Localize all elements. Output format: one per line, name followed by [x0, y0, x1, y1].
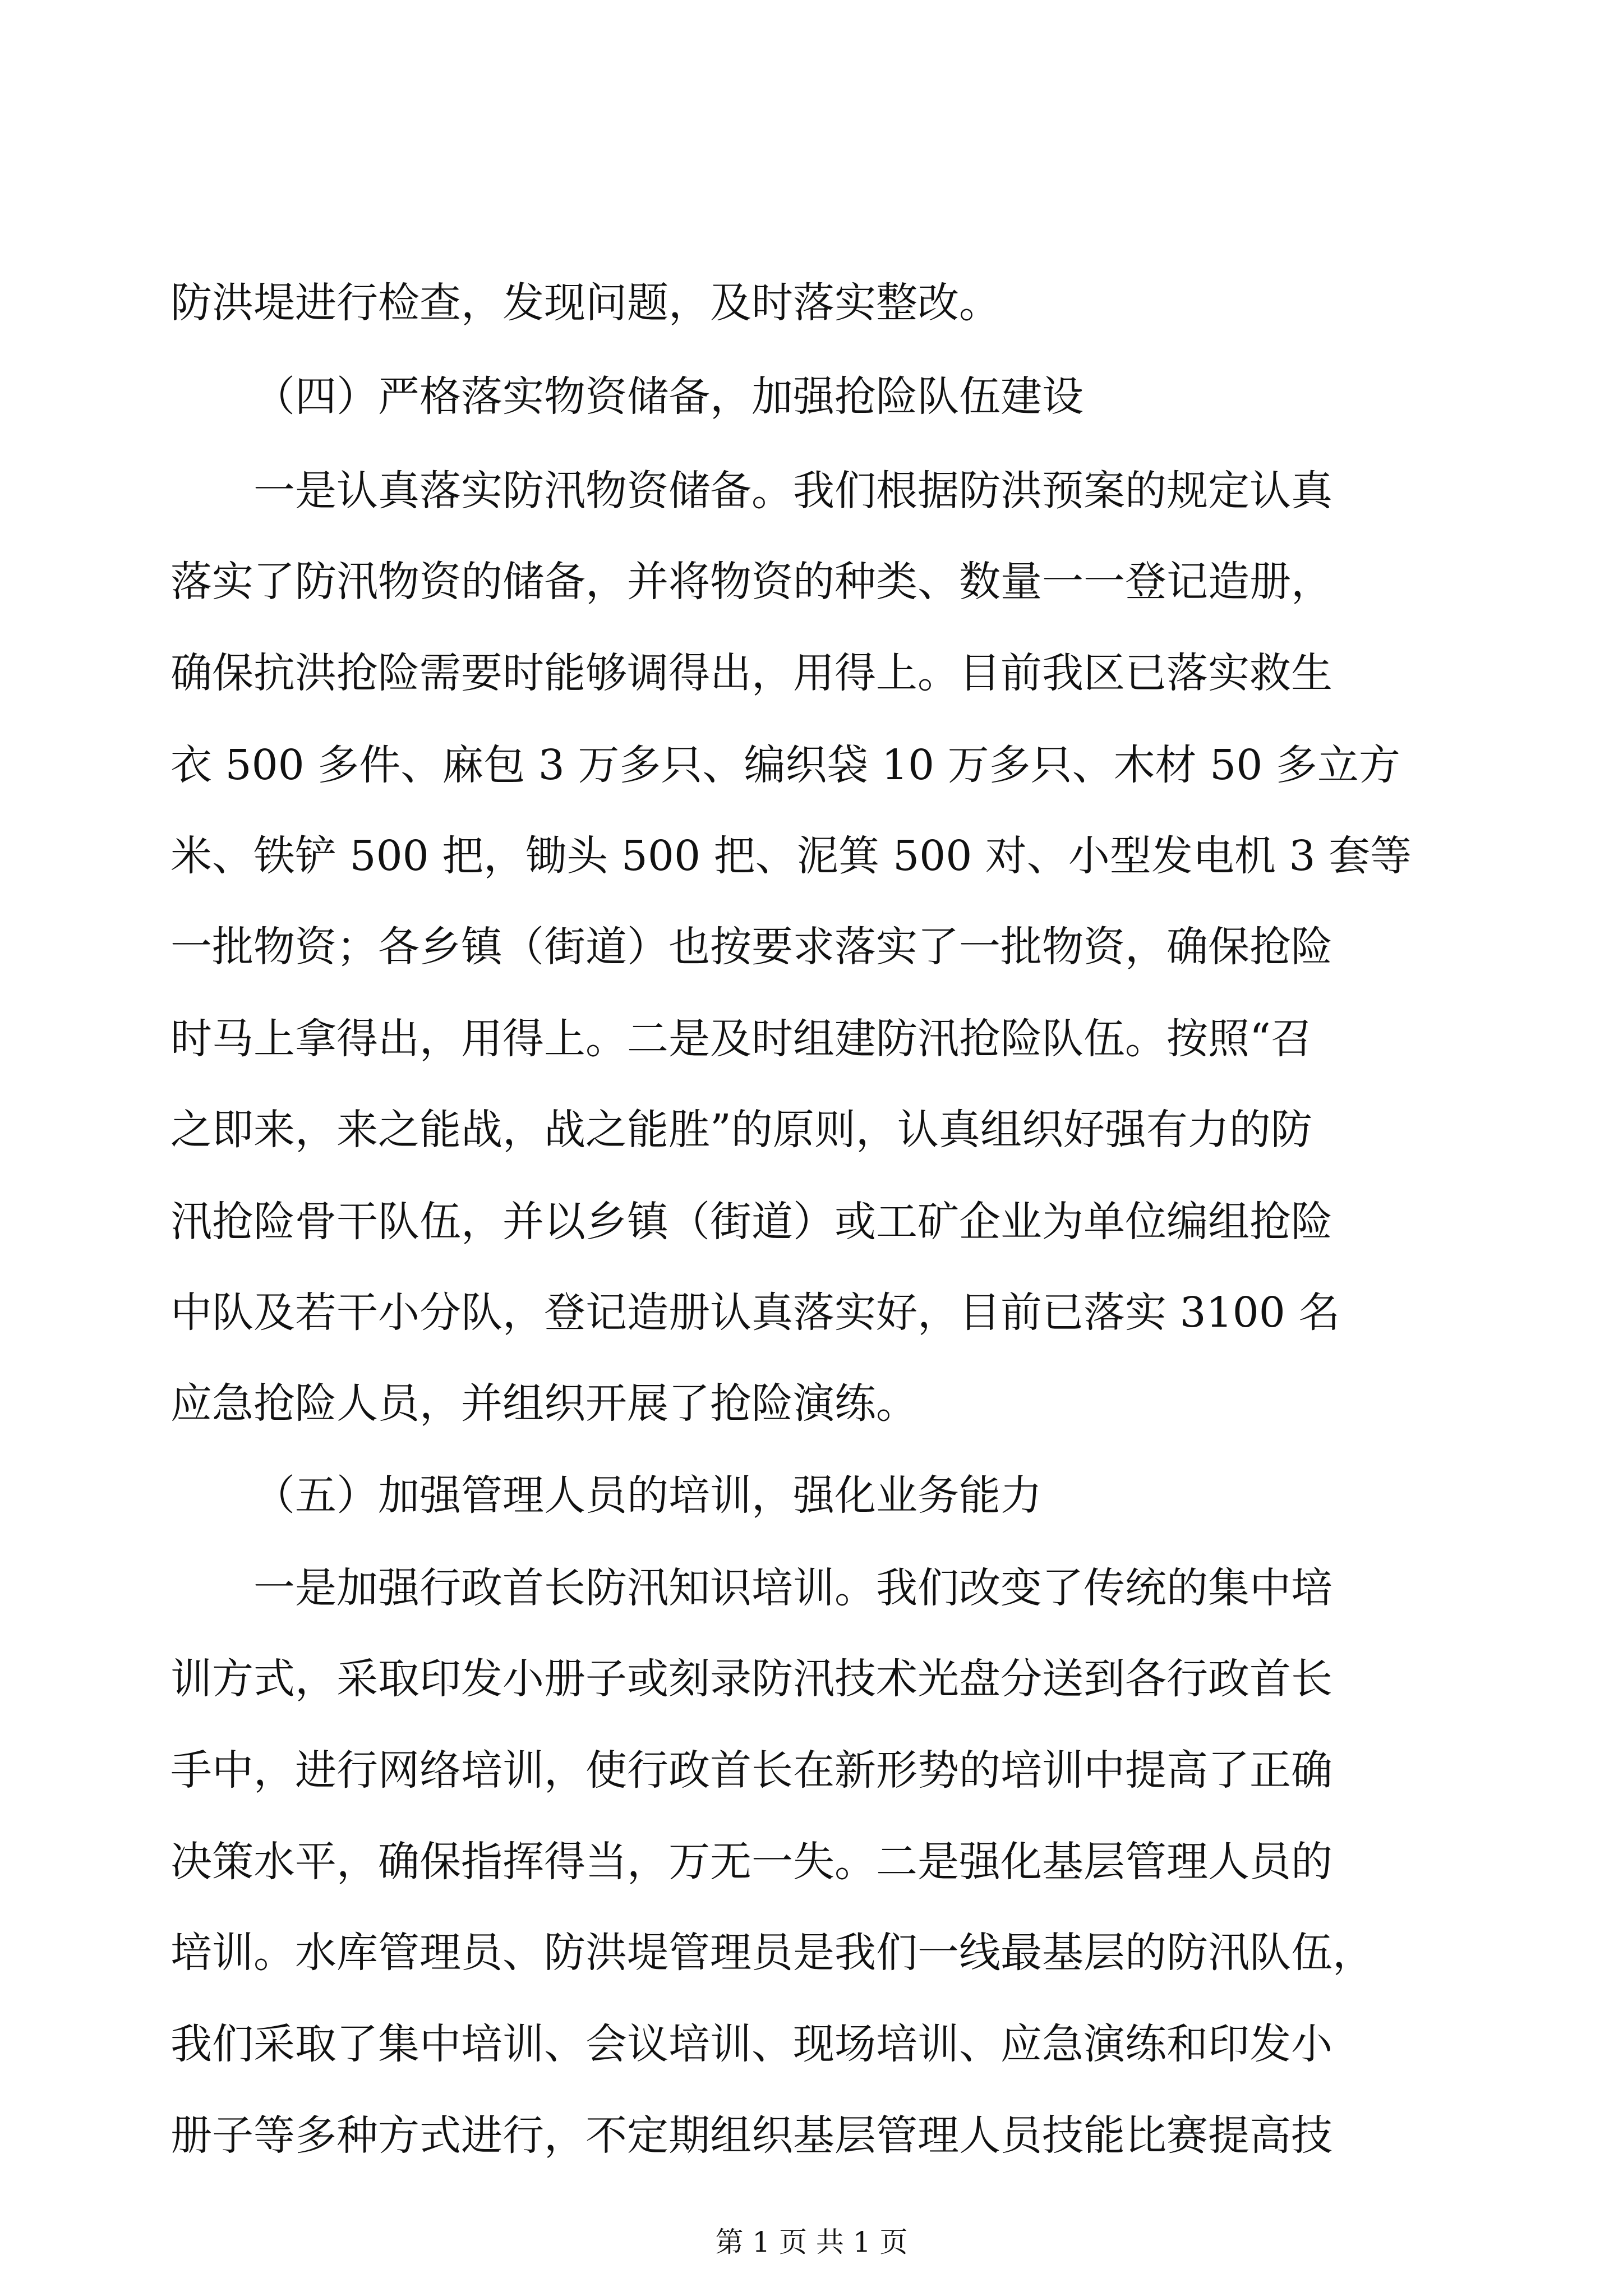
- page-number: 第 1 页 共 1 页: [715, 2226, 908, 2258]
- text-line: 应急抢险人员，并组织开展了抢险演练。: [170, 1379, 917, 1428]
- text-line: 米、铁铲 500 把，锄头 500 把、泥箕 500 对、小型发电机 3 套等: [170, 832, 1412, 880]
- text-line: 册子等多种方式进行，不定期组织基层管理人员技能比赛提高技: [170, 2111, 1332, 2160]
- text-line: 落实了防汛物资的储备，并将物资的种类、数量一一登记造册，: [170, 558, 1332, 606]
- section-heading: （四）严格落实物资储备，加强抢险队伍建设: [253, 372, 1083, 421]
- text-line: 一是认真落实防汛物资储备。我们根据防洪预案的规定认真: [253, 467, 1332, 515]
- text-line: 一批物资；各乡镇（街道）也按要求落实了一批物资，确保抢险: [170, 923, 1332, 971]
- text-line: 之即来，来之能战，战之能胜”的原则，认真组织好强有力的防: [170, 1106, 1312, 1154]
- text-line: 衣 500 多件、麻包 3 万多只、编织袋 10 万多只、木材 50 多立方: [170, 741, 1400, 789]
- text-line: 一是加强行政首长防汛知识培训。我们改变了传统的集中培: [253, 1564, 1332, 1612]
- text-line: 汛抢险骨干队伍，并以乡镇（街道）或工矿企业为单位编组抢险: [170, 1198, 1332, 1246]
- text-line: 确保抗洪抢险需要时能够调得出，用得上。目前我区已落实救生: [170, 649, 1332, 697]
- text-line: 时马上拿得出，用得上。二是及时组建防汛抢险队伍。按照“召: [170, 1015, 1312, 1063]
- section-heading: （五）加强管理人员的培训，强化业务能力: [253, 1471, 1042, 1520]
- text-line: 我们采取了集中培训、会议培训、现场培训、应急演练和印发小: [170, 2020, 1332, 2068]
- text-line: 训方式，采取印发小册子或刻录防汛技术光盘分送到各行政首长: [170, 1655, 1332, 1703]
- text-line: 中队及若干小分队，登记造册认真落实好，目前已落实 3100 名: [170, 1289, 1340, 1337]
- text-line: 决策水平，确保指挥得当，万无一失。二是强化基层管理人员的: [170, 1838, 1332, 1886]
- text-line: 防洪堤进行检查，发现问题，及时落实整改。: [170, 279, 1000, 327]
- text-line: 手中，进行网络培训，使行政首长在新形势的培训中提高了正确: [170, 1746, 1332, 1795]
- text-line: 培训。水库管理员、防洪堤管理员是我们一线最基层的防汛队伍，: [170, 1929, 1374, 1977]
